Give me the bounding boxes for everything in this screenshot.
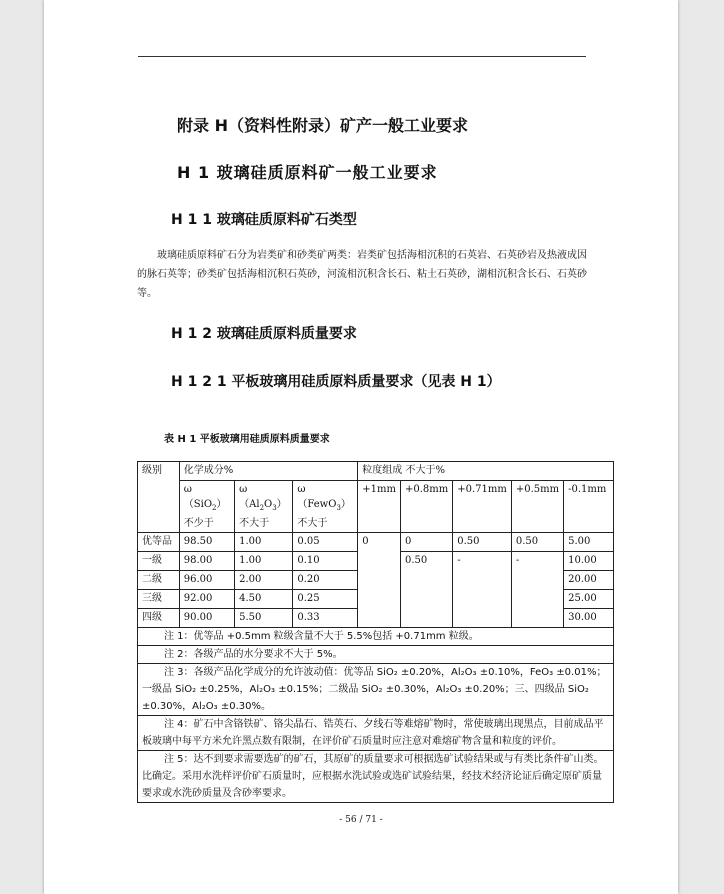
cell-grade: 四级 <box>138 609 180 628</box>
table-notes <box>138 628 614 803</box>
cell-sio2: 96.00 <box>179 571 234 590</box>
header-size-1mm: +1mm <box>358 481 401 533</box>
body-paragraph: 玻璃硅质原料矿石分为岩类矿和砂类矿两类：岩类矿包括海相沉积的石英岩、石英砂岩及热液成因的脉石英等；砂类矿包括海相沉积石英砂，河流相沉积含长石、粘土石英砂，湖相沉积含长石、石英砂等。 <box>137 250 587 299</box>
cell-al2o3: 4.50 <box>235 590 293 609</box>
cell-fe: 0.33 <box>293 609 358 628</box>
cell-08mm: 0.50 <box>401 552 453 628</box>
document-page <box>44 0 678 894</box>
cell-grade: 二级 <box>138 571 180 590</box>
cell-01mm: 5.00 <box>564 533 614 552</box>
cell-1mm: 0 <box>358 533 401 628</box>
cell-01mm: 20.00 <box>564 571 614 590</box>
cell-01mm: 30.00 <box>564 609 614 628</box>
cell-071mm: - <box>453 552 512 628</box>
header-size-08mm: +0.8mm <box>401 481 453 533</box>
cell-al2o3: 1.00 <box>235 533 293 552</box>
note-2: 注 2：各级产品的水分要求不大于 5%。 <box>138 645 613 663</box>
header-size-05mm: +0.5mm <box>511 481 563 533</box>
section-heading-h11: H 1 1 玻璃硅质原料矿石类型 <box>171 212 357 228</box>
cell-fe: 0.05 <box>293 533 358 552</box>
section-heading-h12: H 1 2 玻璃硅质原料质量要求 <box>171 326 357 342</box>
cell-05mm: 0.50 <box>511 533 563 552</box>
header-size: 粒度组成 不大于% <box>358 462 614 481</box>
page-number: - 56 / 71 - <box>339 815 383 825</box>
note-1: 注 1：优等品 +0.5mm 粒级含量不大于 5.5%包括 +0.71mm 粒级。 <box>164 631 479 642</box>
cell-01mm: 10.00 <box>564 552 614 571</box>
note-3: 注 3：各级产品化学成分的允许波动值：优等品 SiO₂ ±0.20%，Al₂O₃ ±0.10%，FeO₃ ±0.01%；一级品 SiO₂ ±0.25%，Al₂O₃ ±0.15%；二级品 SiO₂ ±0.30%，Al₂O₃ ±0.20%；三、四级品 SiO₂ ±0.30%，Al₂O₃ ±0.30%。 <box>138 663 613 715</box>
cell-grade: 优等品 <box>138 533 180 552</box>
header-fewo3: ω（FewO$_3$） 不大于 <box>293 481 358 533</box>
appendix-title: 附录 H（资料性附录）矿产一般工业要求 <box>177 116 468 135</box>
cell-fe: 0.25 <box>293 590 358 609</box>
quality-table <box>137 461 614 803</box>
cell-al2o3: 2.00 <box>235 571 293 590</box>
cell-08mm: 0 <box>401 533 453 552</box>
cell-grade: 一级 <box>138 552 180 571</box>
cell-01mm: 25.00 <box>564 590 614 609</box>
cell-sio2: 92.00 <box>179 590 234 609</box>
header-rule <box>138 56 586 57</box>
cell-fe: 0.10 <box>293 552 358 571</box>
cell-al2o3: 1.00 <box>235 552 293 571</box>
cell-sio2: 90.00 <box>179 609 234 628</box>
cell-071mm: 0.50 <box>453 533 512 552</box>
cell-sio2: 98.50 <box>179 533 234 552</box>
cell-sio2: 98.00 <box>179 552 234 571</box>
table-notes-row <box>138 628 614 803</box>
header-grade: 级别 <box>138 462 180 533</box>
header-size-071mm: +0.71mm <box>453 481 512 533</box>
table-caption: 表 H 1 平板玻璃用硅质原料质量要求 <box>164 434 330 445</box>
cell-fe: 0.20 <box>293 571 358 590</box>
cell-al2o3: 5.50 <box>235 609 293 628</box>
note-5: 注 5：达不到要求需要选矿的矿石，其原矿的质量要求可根据选矿试验结果或与有类比条件矿山类。比确定。采用水洗样评价矿石质量时，应根据水洗试验或选矿试验结果，经技术经济论证后确定原矿质量要求或水洗砂质量及含砂率要求。 <box>138 750 613 802</box>
header-chem: 化学成分% <box>179 462 358 481</box>
section-heading-h121: H 1 2 1 平板玻璃用硅质原料质量要求（见表 H 1） <box>171 374 501 390</box>
header-size-01mm: -0.1mm <box>564 481 614 533</box>
header-al2o3: $\omega(Al_2O_3)$ 不大于 <box>235 481 293 533</box>
cell-05mm: - <box>511 552 563 628</box>
header-sio2: ω（SiO$_2$） 不少于 <box>179 481 234 533</box>
table-subheader-row <box>138 481 614 533</box>
section-heading-h1: H 1 玻璃硅质原料矿一般工业要求 <box>177 163 438 182</box>
note-4: 注 4：矿石中含铬铁矿、铬尖晶石、锆英石、夕线石等难熔矿物时，常使玻璃出现黑点，目前成品平板玻璃中每平方米允许黑点数有限制，在评价矿石质量时应注意对难熔矿物含量和粒度的评价。 <box>138 715 613 750</box>
table-header-row <box>138 462 614 481</box>
table-row <box>138 533 614 552</box>
cell-grade: 三级 <box>138 590 180 609</box>
